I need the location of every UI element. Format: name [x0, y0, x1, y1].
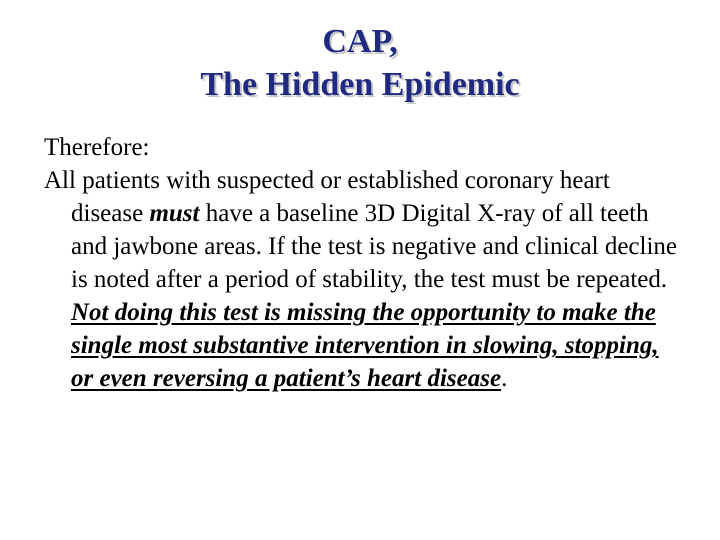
- callout-text: Not doing this test is missing the opportunity to make the single most substantive intervention in slowing, stopping, or even reversing a patient’s heart disease: [71, 299, 659, 392]
- slide-title: [0, 20, 720, 106]
- body-text-part-2: have a baseline 3D Digital X-ray of all teeth and jawbone areas. If the test is negative and clinical decline is noted after a period of stability, the test must be repeated.: [71, 200, 677, 293]
- intro-text: Therefore:: [44, 134, 150, 161]
- body-end-period: .: [501, 365, 508, 392]
- title-line-2: The Hidden Epidemic: [200, 66, 520, 103]
- title-line-1: CAP,: [322, 23, 398, 60]
- slide-body: [44, 131, 680, 395]
- body-text-part-1: All patients with suspected or established coronary heart disease: [44, 167, 610, 227]
- emphasis-must: must: [149, 200, 200, 227]
- body-paragraph: [44, 164, 680, 395]
